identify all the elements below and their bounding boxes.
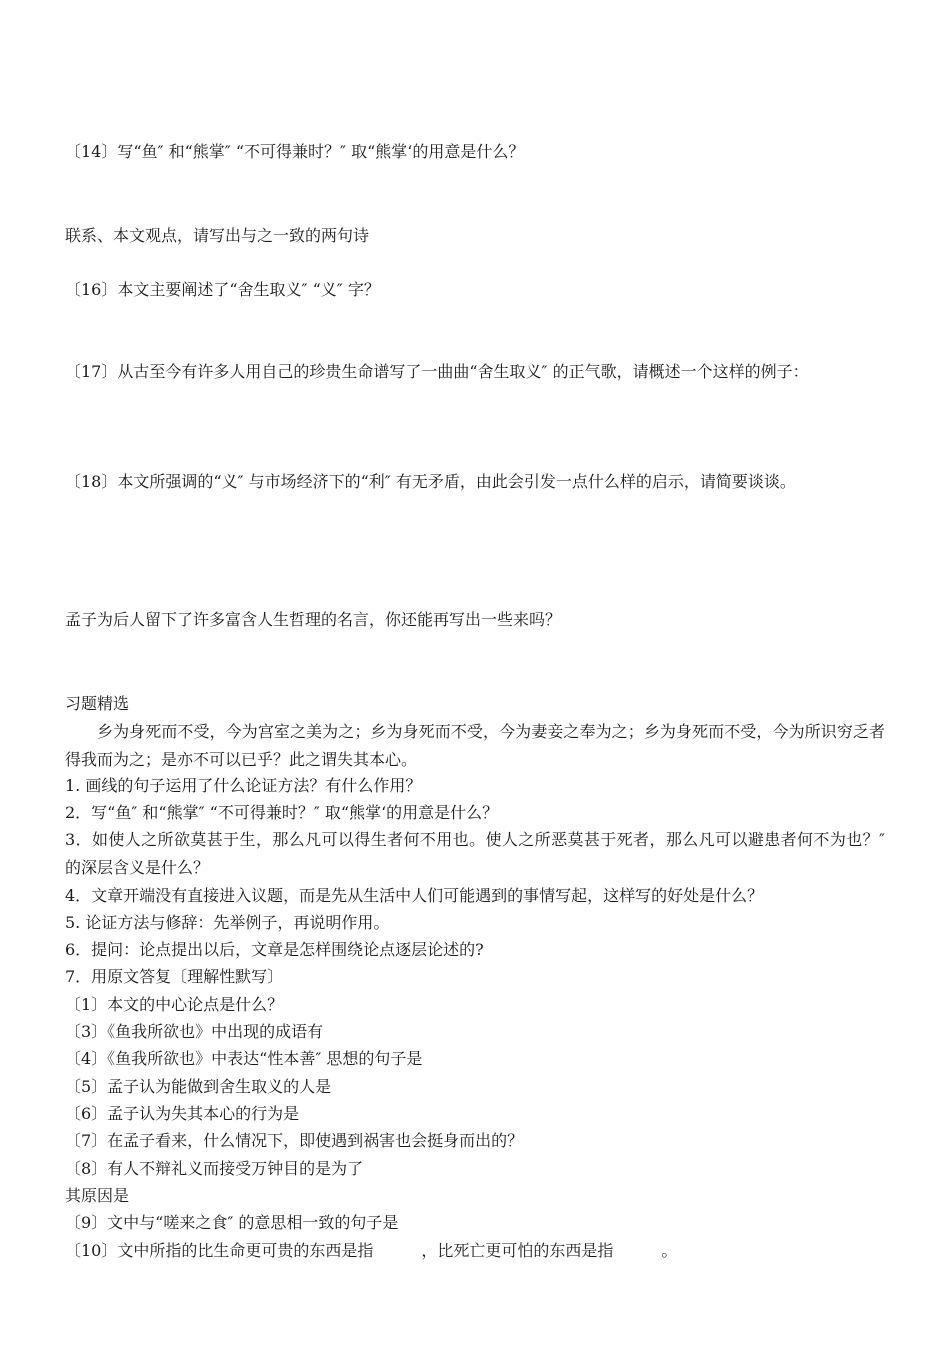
question-18: 〔18〕本文所强调的“义″ 与市场经济下的“利″ 有无矛盾，由此会引发一点什么样的启示，请简要谈谈。 [65, 472, 796, 491]
exercise-item: 〔7〕在孟子看来，什么情况下，即使遇到祸害也会挺身而出的？ [65, 1131, 524, 1150]
exercise-item: 2．写“鱼″ 和“熊掌″ “不可得兼时？″ 取“熊掌‘的用意是什么？ [65, 803, 499, 822]
q10-part-1: 〔10〕文中所指的比生命更可贵的东西是指 [65, 1241, 374, 1260]
exercise-item: 〔6〕孟子认为失其本心的行为是 [65, 1104, 300, 1123]
exercise-item-10 [65, 1237, 885, 1265]
exercise-item: 5. 论证方法与修辞：先举例子，再说明作用。 [65, 913, 390, 932]
exercise-item: 4．文章开端没有直接进入议题，而是先从生活中人们可能遇到的事情写起，这样写的好处是什么？ [65, 886, 764, 905]
exercise-item: 〔5〕孟子认为能做到舍生取义的人是 [65, 1077, 332, 1096]
exercise-item: 〔8〕有人不辩礼义而接受万钟目的是为了 [65, 1159, 364, 1178]
section-heading: 习题精选 [65, 694, 130, 713]
exercise-item: 1. 画线的句子运用了什么论证方法？有什么作用？ [65, 776, 422, 795]
exercise-item: 3．如使人之所欲莫甚于生，那么凡可以得生者何不用也。使人之所恶莫甚于死者，那么凡可以避患者何不为也？″ 的深层含义是什么？ [65, 830, 885, 877]
passage-text: 乡为身死而不受，今为宫室之美为之；乡为身死而不受，今为妻妾之奉为之；乡为身死而不受，今为所识穷乏者得我而为之；是亦不可以已乎？此之谓失其本心。 [65, 722, 885, 769]
question-17: 〔17〕从古至今有许多人用自己的珍贵生命谱写了一曲曲“舍生取义″ 的正气歌，请概述一个这样的例子： [65, 362, 809, 381]
exercise-item: 〔9〕文中与“嗟来之食″ 的意思相一致的句子是 [65, 1213, 399, 1232]
exercise-item: 〔4〕《鱼我所欲也》中表达“性本善″ 思想的句子是 [65, 1049, 423, 1068]
exercise-item: 〔1〕本文的中心论点是什么？ [65, 995, 284, 1014]
exercise-item: 其原因是 [65, 1186, 130, 1205]
q10-part-3: 。 [661, 1241, 678, 1260]
exercise-item: 7．用原文答复〔理解性默写〕 [65, 967, 284, 986]
q10-part-2: ，比死亡更可怕的东西是指 [421, 1241, 614, 1260]
question-14: 〔14〕写“鱼″ 和“熊掌″ “不可得兼时？″ 取“熊掌‘的用意是什么？ [65, 142, 525, 161]
exercise-item: 6．提问：论点提出以后，文章是怎样围绕论点逐层论述的? [65, 940, 484, 959]
question-16: 〔16〕本文主要阐述了“舍生取义″ “义″ 字？ [65, 280, 380, 299]
question-15: 联系、本文观点，请写出与之一致的两句诗 [65, 226, 370, 245]
mencius-question: 孟子为后人留下了许多富含人生哲理的名言，你还能再写出一些来吗？ [65, 610, 562, 629]
exercise-item: 〔3〕《鱼我所欲也》中出现的成语有 [65, 1022, 324, 1041]
